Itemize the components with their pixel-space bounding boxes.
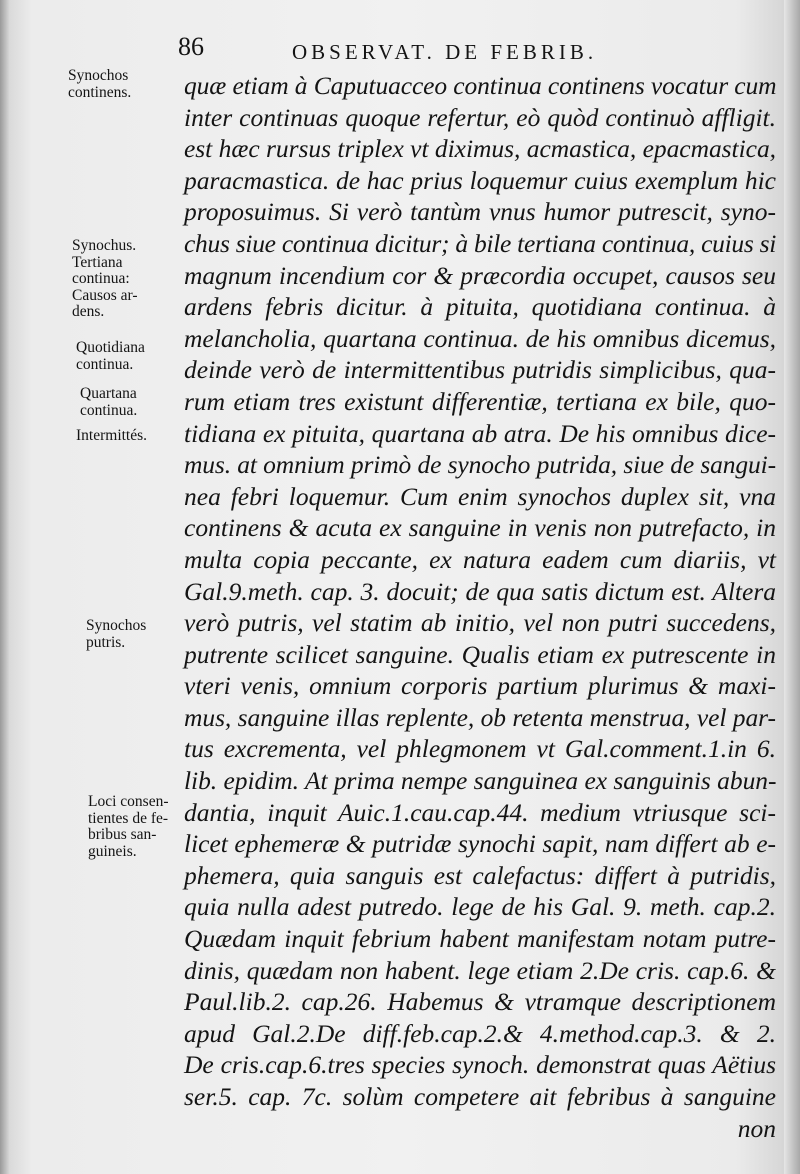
text-line: lib. epidim. At prima nempe sanguinea ex sanguinis abun- bbox=[184, 766, 777, 796]
margin-note-line: Loci consen- bbox=[88, 793, 169, 810]
text-line: est hæc rursus triplex vt diximus, acmastica, epacmastica, bbox=[184, 134, 776, 164]
text-line: chus siue continua dicitur; à bile tertiana continua, cuius si bbox=[184, 228, 777, 258]
text-line: deinde verò de intermittentibus putridis simplicibus, qua- bbox=[184, 355, 776, 385]
page-left-edge bbox=[0, 0, 10, 1174]
text-line: Quædam inquit febrium habent manifestam notam putre- bbox=[184, 924, 776, 954]
margin-note-line: continua: bbox=[72, 270, 130, 287]
text-line: ardens febris dicitur. à pituita, quotidiana continua. à bbox=[184, 292, 776, 322]
margin-note-quartana bbox=[80, 386, 137, 419]
text-line: quia nulla adest putredo. lege de his Gal. 9. meth. cap.2. bbox=[184, 892, 776, 922]
text-line: mus, sanguine illas replente, ob retenta menstrua, vel par- bbox=[184, 702, 776, 732]
text-line: De cris.cap.6.tres species synoch. demonstrat quas Aëtius bbox=[184, 1050, 776, 1080]
margin-note-line: bribus san- bbox=[88, 826, 157, 843]
margin-note-line: dens. bbox=[72, 303, 105, 320]
text-line: magnum incendium cor & præcordia occupet, causos seu bbox=[184, 260, 776, 290]
text-line: quæ etiam à Caputuacceo continua continens vocatur cum bbox=[184, 71, 777, 100]
text-line: phemera, quia sanguis est calefactus: differt à putridis, bbox=[184, 860, 776, 890]
margin-note-line: Quartana bbox=[80, 385, 137, 402]
text-line: licet ephemeræ & putridæ synochi sapit, nam differt ab e- bbox=[184, 829, 776, 859]
text-line: dinis, quædam non habent. lege etiam 2.De cris. cap.6. & bbox=[184, 955, 776, 985]
margin-note-line: continua. bbox=[80, 401, 138, 419]
text-line: putrente scilicet sanguine. Qualis etiam ex putrescente in bbox=[184, 639, 776, 669]
text-line: verò putris, vel statim ab initio, vel non putri succedens, bbox=[184, 608, 776, 638]
running-head: OBSERVAT. DE FEBRIB. bbox=[292, 40, 598, 64]
page-right-edge bbox=[784, 0, 800, 1174]
margin-note-synochos-continens bbox=[68, 68, 131, 101]
text-line: mus. at omnium primò de synocho putrida, siue de sangui- bbox=[184, 450, 776, 480]
margin-note-intermittes bbox=[76, 428, 147, 445]
margin-note-line: continens. bbox=[68, 83, 132, 101]
margin-note-line: Causos ar- bbox=[72, 286, 138, 304]
catchword: non bbox=[737, 1113, 776, 1143]
margin-note-line: Tertiana bbox=[72, 253, 123, 271]
margin-note-line: Synochos bbox=[68, 67, 129, 84]
text-line: Paul.lib.2. cap.26. Habemus & vtramque descriptionem bbox=[184, 987, 776, 1017]
text-line: Gal.9.meth. cap. 3. docuit; de qua satis dictum est. Altera bbox=[184, 576, 776, 606]
text-line: vteri venis, omnium corporis partium plurimus & maxi- bbox=[184, 671, 776, 701]
margin-note-line: continua. bbox=[76, 355, 134, 373]
margin-note-line: putris. bbox=[86, 633, 126, 651]
page-number: 86 bbox=[178, 32, 204, 61]
text-line: melancholia, quartana continua. de his omnibus dicemus, bbox=[184, 323, 776, 353]
text-line: proposuimus. Si verò tantùm vnus humor putrescit, syno- bbox=[184, 197, 776, 227]
text-line: dantia, inquit Auic.1.cau.cap.44. medium vtriusque sci- bbox=[184, 797, 776, 827]
margin-note-quotidiana bbox=[76, 340, 145, 373]
text-line: nea febri loquemur. Cum enim synochos duplex sit, vna bbox=[184, 481, 776, 511]
margin-note-synochos-putris bbox=[86, 618, 146, 651]
text-line: multa copia peccante, ex natura eadem cum diariis, vt bbox=[184, 544, 776, 574]
text-line: paracmastica. de hac prius loquemur cuius exemplum hic bbox=[184, 165, 776, 195]
text-line: rum etiam tres existunt differentiæ, tertiana ex bile, quo- bbox=[184, 386, 776, 416]
text-line: tidiana ex pituita, quartana ab atra. De his omnibus dice- bbox=[184, 418, 776, 448]
margin-note-line: tientes de fe- bbox=[88, 809, 169, 827]
margin-note-line: Synochos bbox=[86, 617, 147, 634]
margin-note-line: Intermittés. bbox=[76, 427, 148, 444]
text-line: ser.5. cap. 7c. solùm competere ait febribus à sanguine bbox=[184, 1082, 776, 1111]
text-line: inter continuas quoque refertur, eò quòd continuò affligit. bbox=[184, 102, 776, 132]
text-line: tus excrementa, vel phlegmonem vt Gal.comment.1.in 6. bbox=[184, 734, 776, 764]
text-line: apud Gal.2.De diff.feb.cap.2.& 4.method.cap.3. & 2. bbox=[184, 1018, 776, 1048]
margin-note-line: guineis. bbox=[88, 842, 137, 860]
margin-note-line: Synochus. bbox=[72, 237, 137, 254]
margin-note-synochus-tertiana bbox=[72, 238, 138, 321]
margin-note-line: Quotidiana bbox=[76, 339, 145, 356]
margin-note-loci-consentientes bbox=[88, 794, 168, 860]
main-text bbox=[184, 70, 776, 1144]
text-line: continens & acuta ex sanguine in venis non putrefacto, in bbox=[184, 513, 776, 543]
